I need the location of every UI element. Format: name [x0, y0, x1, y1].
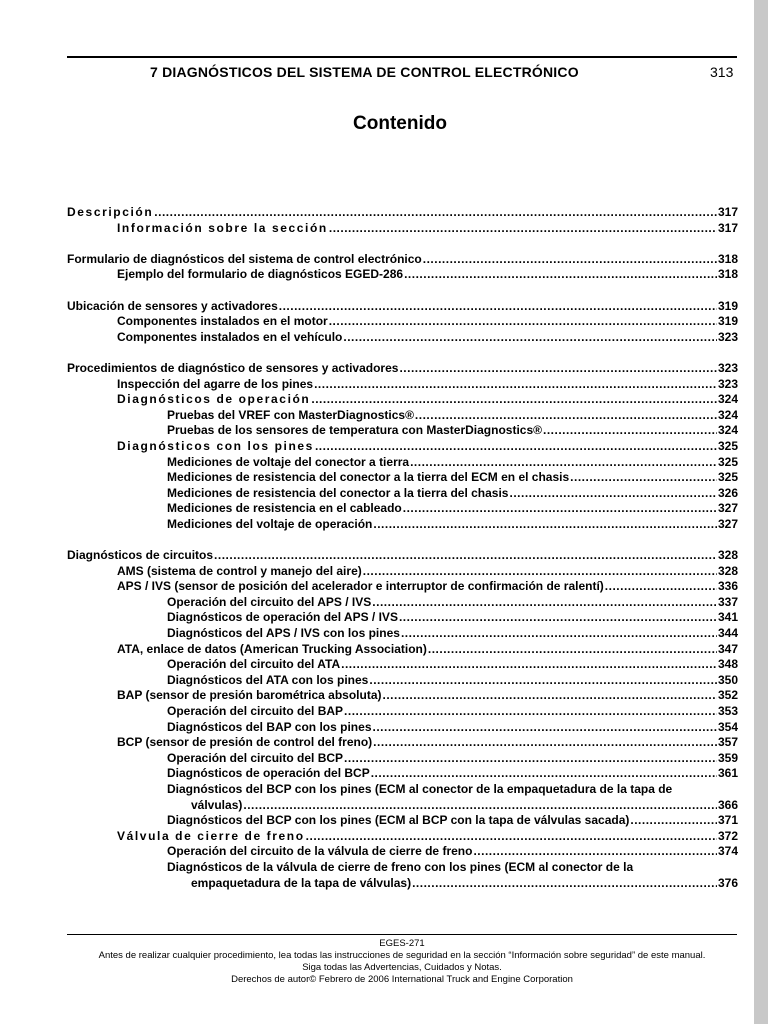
- toc-entry[interactable]: [67, 299, 738, 315]
- toc-entry-title: Mediciones de resistencia del conector a la tierra del ECM en el chasis: [167, 470, 570, 485]
- toc-entry-title: Ubicación de sensores y activadores: [67, 298, 278, 313]
- toc-entry-page: 318: [717, 251, 738, 266]
- toc-entry-title: Diagnósticos de operación del APS / IVS: [167, 610, 398, 625]
- dot-leader: [570, 470, 717, 484]
- dot-leader: [383, 688, 717, 702]
- toc-entry-page: 357: [717, 735, 738, 750]
- toc-entry-page: 336: [717, 579, 738, 594]
- toc-entry[interactable]: [67, 330, 738, 346]
- toc-entry[interactable]: [67, 735, 738, 751]
- toc-entry[interactable]: [67, 673, 738, 689]
- toc-entry[interactable]: [67, 766, 738, 782]
- toc-entry[interactable]: [67, 377, 738, 393]
- toc-entry-title: Inspección del agarre de los pines: [117, 376, 314, 391]
- dot-leader: [415, 408, 717, 422]
- toc-entry[interactable]: [67, 610, 738, 626]
- dot-leader: [369, 673, 717, 687]
- dot-leader: [403, 501, 717, 515]
- toc-entry-page: 376: [717, 875, 738, 890]
- toc-entry-page: 374: [717, 844, 738, 859]
- dot-leader: [404, 267, 717, 281]
- dot-leader: [344, 751, 717, 765]
- toc-entry-title: Descripción: [67, 205, 154, 219]
- toc-entry-title: Diagnósticos con los pines: [117, 438, 314, 453]
- toc-entry-title: ATA, enlace de datos (American Trucking Association): [117, 641, 427, 656]
- footer-rule: [67, 934, 737, 935]
- contents-heading: Contenido: [353, 113, 447, 134]
- dot-leader: [344, 704, 717, 718]
- toc-entry-page: 350: [717, 672, 738, 687]
- dot-leader: [373, 517, 717, 531]
- toc-entry-title: Diagnósticos del APS / IVS con los pines: [167, 626, 400, 641]
- toc-entry-title: Mediciones del voltaje de operación: [167, 516, 373, 531]
- toc-entry[interactable]: [67, 501, 738, 517]
- toc-entry-title: Diagnósticos del BCP con los pines (ECM al BCP con la tapa de válvulas sacada): [167, 813, 630, 828]
- footer-notice: Antes de realizar cualquier procedimiento, lea todas las instrucciones de seguridad en la sección “Información sobre seguridad” de este manual.: [98, 950, 706, 961]
- dot-leader: [401, 626, 717, 640]
- toc-entry-page: 341: [717, 610, 738, 625]
- dot-leader: [473, 844, 717, 858]
- toc-entry-title: Diagnósticos de la válvula de cierre de freno con los pines (ECM al conector de la: [167, 859, 634, 874]
- dot-leader: [154, 205, 717, 219]
- dot-leader: [279, 299, 717, 313]
- toc-entry-title: Procedimientos de diagnóstico de sensores y activadores: [67, 360, 399, 375]
- toc-entry-title: Diagnósticos del ATA con los pines: [167, 672, 369, 687]
- dot-leader: [423, 252, 717, 266]
- dot-leader: [371, 766, 717, 780]
- dot-leader: [315, 439, 717, 453]
- toc-entry-page: 347: [717, 641, 738, 656]
- toc-entry-page: 361: [717, 766, 738, 781]
- dot-leader: [543, 423, 717, 437]
- toc-entry-page: 328: [717, 548, 738, 563]
- toc-entry[interactable]: [67, 782, 738, 813]
- toc-entry-page: 352: [717, 688, 738, 703]
- toc-entry-page: 354: [717, 719, 738, 734]
- dot-leader: [373, 720, 717, 734]
- dot-leader: [412, 876, 717, 892]
- toc-entry-title: Información sobre la sección: [117, 220, 328, 235]
- toc-entry-page: 348: [717, 657, 738, 672]
- chapter-title: 7 DIAGNÓSTICOS DEL SISTEMA DE CONTROL ELECTRÓNICO: [150, 64, 579, 80]
- toc-entry-page: 328: [717, 563, 738, 578]
- toc-entry[interactable]: [67, 361, 738, 377]
- dot-leader: [509, 486, 716, 500]
- toc-entry-page: 317: [717, 220, 738, 235]
- dot-leader: [428, 642, 717, 656]
- toc-entry-title: Mediciones de resistencia en el cableado: [167, 501, 402, 516]
- toc-entry[interactable]: [67, 455, 738, 471]
- toc-entry-title: Diagnósticos del BAP con los pines: [167, 719, 372, 734]
- toc-entry[interactable]: [67, 392, 738, 408]
- toc-entry-title: BAP (sensor de presión barométrica absoluta): [117, 688, 382, 703]
- toc-entry[interactable]: [67, 704, 738, 720]
- dot-leader: [314, 377, 717, 391]
- toc-entry[interactable]: [67, 860, 738, 891]
- dot-leader: [341, 657, 717, 671]
- dot-leader: [399, 361, 717, 375]
- toc-entry[interactable]: [67, 751, 738, 767]
- toc-entry[interactable]: [67, 688, 738, 704]
- toc-entry-page: 327: [717, 501, 738, 516]
- toc-entry-page: 344: [717, 626, 738, 641]
- toc-entry-title: Diagnósticos de operación del BCP: [167, 766, 370, 781]
- toc-entry-page: 323: [717, 329, 738, 344]
- dot-leader: [399, 610, 717, 624]
- toc-entry-page: 359: [717, 750, 738, 765]
- toc-entry[interactable]: [67, 564, 738, 580]
- toc-entry[interactable]: [67, 423, 738, 439]
- footer-advice: Siga todas las Advertencias, Cuidados y Notas.: [302, 962, 502, 973]
- toc-entry[interactable]: [67, 720, 738, 736]
- toc-entry-title: Operación del circuito del BAP: [167, 704, 344, 718]
- dot-leader: [306, 829, 717, 843]
- toc-entry-title-cont: válvulas): [191, 797, 243, 812]
- footer-copyright: Derechos de autor© Febrero de 2006 International Truck and Engine Corporation: [231, 974, 573, 985]
- toc-entry[interactable]: [67, 205, 738, 221]
- toc-entry[interactable]: [67, 517, 738, 533]
- toc-entry-title: Válvula de cierre de freno: [117, 828, 305, 843]
- dot-leader: [214, 548, 717, 562]
- toc-entry-page: 317: [717, 205, 738, 219]
- toc-entry-page: 324: [717, 407, 738, 422]
- toc-entry-page: 324: [717, 392, 738, 407]
- dot-leader: [243, 798, 717, 814]
- toc-entry[interactable]: [67, 252, 738, 268]
- toc-entry-page: 353: [717, 704, 738, 718]
- toc-entry-title: APS / IVS (sensor de posición del acelerador e interruptor de confirmación de ralentí): [117, 579, 604, 594]
- toc-entry-page: 324: [717, 423, 738, 438]
- toc-entry-page: 318: [717, 267, 738, 282]
- toc-entry-page: 319: [717, 314, 738, 329]
- footer: [67, 938, 737, 986]
- dot-leader: [605, 579, 717, 593]
- toc-entry-title: Operación del circuito de la válvula de cierre de freno: [167, 844, 473, 859]
- table-of-contents: [67, 205, 738, 891]
- toc-entry-page: 323: [717, 360, 738, 375]
- toc-entry-page: 323: [717, 376, 738, 391]
- dot-leader: [373, 735, 717, 749]
- toc-entry[interactable]: [67, 470, 738, 486]
- dot-leader: [311, 392, 717, 406]
- toc-entry-title-cont: empaquetadura de la tapa de válvulas): [191, 875, 412, 890]
- toc-entry[interactable]: [67, 408, 738, 424]
- toc-entry-title: BCP (sensor de presión de control del freno): [117, 735, 373, 750]
- toc-entry-title: Mediciones de voltaje del conector a tierra: [167, 454, 410, 469]
- toc-entry[interactable]: [67, 548, 738, 564]
- toc-entry-title: Componentes instalados en el vehículo: [117, 329, 343, 344]
- dot-leader: [372, 595, 717, 609]
- toc-entry-title: Formulario de diagnósticos del sistema de control electrónico: [67, 251, 422, 266]
- toc-entry-title: Ejemplo del formulario de diagnósticos EGED-286: [117, 267, 404, 282]
- toc-entry-title: Diagnósticos del BCP con los pines (ECM al conector de la empaquetadura de la tapa de: [167, 781, 673, 796]
- toc-entry[interactable]: [67, 829, 738, 845]
- toc-entry[interactable]: [67, 314, 738, 330]
- page-edge-shadow: [754, 0, 768, 1024]
- toc-entry-page: 325: [717, 438, 738, 453]
- toc-entry-title: Diagnósticos de operación: [117, 392, 311, 407]
- toc-entry[interactable]: [67, 439, 738, 455]
- toc-entry[interactable]: [67, 221, 738, 237]
- toc-entry-page: 325: [717, 454, 738, 469]
- dot-leader: [410, 455, 717, 469]
- toc-entry[interactable]: [67, 844, 738, 860]
- toc-entry-page: 325: [717, 470, 738, 485]
- toc-entry-page: 372: [717, 828, 738, 843]
- toc-entry[interactable]: [67, 642, 738, 658]
- dot-leader: [363, 564, 717, 578]
- toc-entry-page: 326: [717, 485, 738, 500]
- toc-entry-title: Operación del circuito del BCP: [167, 750, 344, 765]
- toc-entry-page: 366: [717, 797, 738, 812]
- toc-entry-page: 371: [717, 813, 738, 828]
- header-rule: [67, 56, 737, 58]
- toc-entry-title: Componentes instalados en el motor: [117, 314, 328, 329]
- page-number: 313: [710, 64, 734, 80]
- dot-leader: [343, 330, 717, 344]
- toc-entry[interactable]: [67, 813, 738, 829]
- toc-entry-title: AMS (sistema de control y manejo del aire): [117, 563, 362, 578]
- toc-entry-page: 327: [717, 516, 738, 531]
- toc-entry[interactable]: [67, 579, 738, 595]
- toc-entry-title: Pruebas de los sensores de temperatura con MasterDiagnostics®: [167, 423, 542, 438]
- toc-entry[interactable]: [67, 595, 738, 611]
- toc-entry-title: Operación del circuito del APS / IVS: [167, 594, 372, 609]
- toc-entry[interactable]: [67, 486, 738, 502]
- toc-entry-title: Pruebas del VREF con MasterDiagnostics®: [167, 407, 414, 422]
- dot-leader: [329, 314, 717, 328]
- toc-entry-page: 319: [717, 298, 738, 313]
- footer-code: EGES-271: [379, 938, 425, 949]
- toc-entry-page: 337: [717, 594, 738, 609]
- dot-leader: [630, 813, 717, 827]
- toc-entry[interactable]: [67, 267, 738, 283]
- toc-entry[interactable]: [67, 657, 738, 673]
- toc-entry-title: Diagnósticos de circuitos: [67, 548, 214, 563]
- toc-entry-title: Operación del circuito del ATA: [167, 657, 341, 672]
- toc-entry[interactable]: [67, 626, 738, 642]
- toc-entry-title: Mediciones de resistencia del conector a la tierra del chasis: [167, 485, 509, 500]
- dot-leader: [329, 221, 717, 235]
